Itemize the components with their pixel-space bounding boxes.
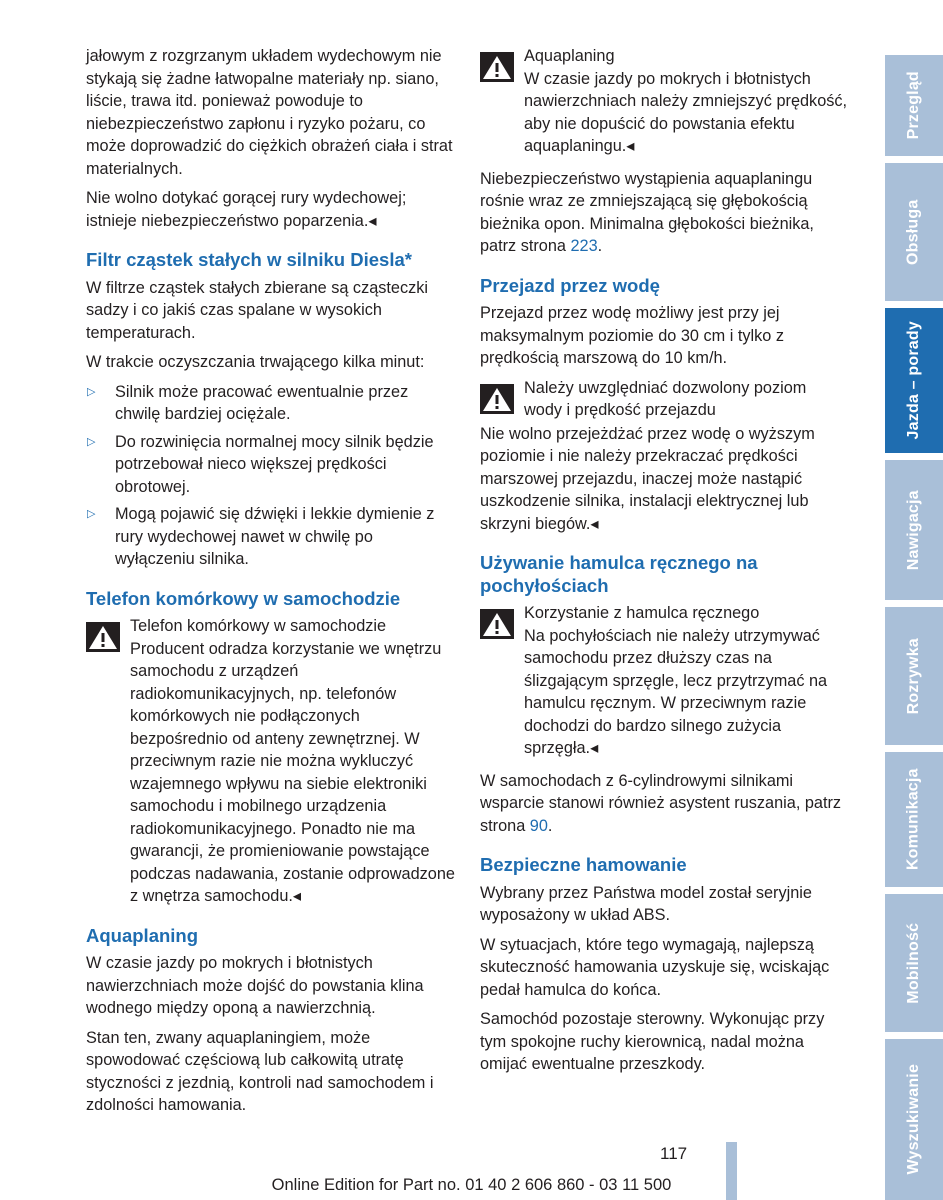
heading-safe-braking: Bezpieczne hamowanie [480, 854, 687, 875]
bullet-arrow-icon: ▷ [87, 385, 96, 398]
tab-nawigacja[interactable] [885, 460, 943, 600]
aquaplaning-tread-paragraph [480, 168, 848, 258]
list-item [86, 381, 456, 426]
tab-label: Mobilność [904, 922, 922, 1004]
heading-mobile-phone: Telefon komórkowy w samochodzie [86, 587, 401, 609]
warning-triangle-icon [86, 622, 120, 652]
warning-block-water [480, 377, 848, 423]
tab-label: Jazda – porady [904, 321, 922, 440]
heading-water-crossing: Przejazd przez wodę [480, 274, 660, 296]
warning-block-aquaplaning [480, 45, 848, 158]
footer-edition: Online Edition for Part no. 01 40 2 606 860 - 03 11 500 [271, 1176, 672, 1194]
paragraph-text: Niebezpieczeństwo wystąpienia aquaplaningu rośnie wraz ze zmniejszającą się głębokością bieżnika opon. Minimalna głębokości bieżnika, patrz strona [480, 169, 814, 255]
warning-title: Telefon komórkowy w samochodzie [130, 617, 387, 635]
start-assist-paragraph [480, 770, 848, 838]
warning-triangle-icon [480, 52, 514, 82]
warning-body: Na pochyłościach nie należy utrzymywać samochodu przez dłuższy czas na ślizgającym sprzęgle, lecz przytrzymać na hamulcu ręcznym. W przeciwnym razie dochodzi do bardzo silnego zużycia sprzęgła.◂ [524, 626, 828, 757]
tab-label: Wyszukiwanie [904, 1064, 922, 1175]
list-item-text: Silnik może pracować ewentualnie przez chwilę bardziej ociężale. [115, 382, 409, 423]
warning-triangle-icon [480, 609, 514, 639]
tab-label: Obsługa [904, 199, 922, 265]
intro-paragraph-1: jałowym z rozgrzanym układem wydechowym nie stykają się żadne łatwopalne materiały np. siano, liście, trawa itd. ponieważ powoduje to niebezpieczeństwo zapłonu i ryzyko pożaru, co może doprowadzić do ciężkich obrażeń ciała i strat materialnych. [86, 47, 453, 178]
water-warning-body: Nie wolno przejeżdżać przez wodę o wyższym poziomie i nie należy przekraczać prędkości marszowej przejazdu, inaczej może nastąpić uszkodzenie silnika, instalacji elektrycznej lub skrzyni biegów.◂ [480, 424, 815, 533]
warning-title: Należy uwzględniać dozwolony poziom wody i prędkość przejazdu [524, 378, 807, 419]
warning-block-handbrake [480, 602, 848, 760]
list-item-text: Do rozwinięcia normalnej mocy silnik będzie potrzebował nieco większej prędkości obrotowej. [115, 432, 434, 496]
tab-label: Rozrywka [904, 637, 922, 715]
filter-paragraph-1: W filtrze cząstek stałych zbierane są cząsteczki sadzy i co jakiś czas spalane w wysokich temperaturach. [86, 278, 429, 342]
tab-mobilnosc[interactable] [885, 894, 943, 1032]
bullet-arrow-icon: ▷ [87, 435, 96, 448]
tab-label: Komunikacja [904, 768, 922, 871]
chapter-tabs [885, 55, 943, 1200]
intro-paragraph-2: Nie wolno dotykać gorącej rury wydechowej; istnieje niebezpieczeństwo poparzenia.◂ [86, 189, 407, 230]
paragraph-text: W samochodach z 6-cylindrowymi silnikami wsparcie stanowi również asystent ruszania, patrz strona [480, 771, 842, 835]
list-item [86, 431, 456, 499]
heading-handbrake-slopes: Używanie hamulca ręcznego na pochyłościach [480, 552, 758, 596]
aquaplaning-paragraph-2: Stan ten, zwany aquaplaningiem, może spowodować częściową lub całkowitą utratę styczności z jezdnią, kontroli nad samochodem i zdolności hamowania. [86, 1028, 434, 1114]
page-link-223[interactable]: 223 [570, 237, 598, 255]
safe-braking-paragraph-1: Wybrany przez Państwa model został seryjnie wyposażony w układ ABS. [480, 883, 812, 924]
page-number: 117 [660, 1144, 688, 1163]
tab-komunikacja[interactable] [885, 752, 943, 887]
warning-triangle-icon [480, 384, 514, 414]
water-paragraph-1: Przejazd przez wodę możliwy jest przy jej maksymalnym poziomie do 30 cm i tylko z prędkością marszową do 10 km/h. [480, 304, 785, 367]
warning-body: Producent odradza korzystanie we wnętrzu samochodu z urządzeń radiokomunikacyjnych, np. telefonów komórkowych nie podłączonych bezpośrednio od anteny zewnętrznej. W przeciwnym razie nie można wykluczyć wzajemnego wpływu na siebie elektroniki samochodu i mobilnego urządzenia radiokomunikacyjnego. Ponadto nie ma gwarancji, że promieniowanie powstające podczas nadawania, zostanie odprowadzone z wnętrza samochodu.◂ [130, 639, 455, 905]
tab-przeglad[interactable] [885, 55, 943, 156]
bullet-arrow-icon: ▷ [87, 508, 96, 520]
warning-title: Aquaplaning [524, 47, 615, 65]
aquaplaning-paragraph-1: W czasie jazdy po mokrych i błotnistych nawierzchniach może dojść do powstania klina wodnego między oponą a nawierzchnią. [86, 954, 424, 1017]
tab-obsluga[interactable] [885, 163, 943, 301]
page-link-90[interactable]: 90 [529, 816, 548, 835]
tab-label: Nawigacja [904, 489, 922, 571]
paragraph-text-end: . [597, 237, 603, 255]
warning-title: Korzystanie z hamulca ręcznego [524, 604, 760, 622]
heading-aquaplaning: Aquaplaning [86, 924, 199, 946]
tab-rozrywka[interactable] [885, 607, 943, 745]
warning-body: W czasie jazdy po mokrych i błotnistych nawierzchniach należy zmniejszyć prędkość, aby nie dopuścić do powstania efektu aquaplaningu.◂ [524, 69, 848, 155]
tab-jazda-porady[interactable] [885, 308, 943, 453]
warning-block-phone [86, 615, 456, 908]
safe-braking-paragraph-2: W sytuacjach, które tego wymagają, najlepszą skuteczność hamowania uzyskuje się, wciskając pedał hamulca do końca. [480, 935, 830, 999]
filter-paragraph-2: W trakcie oczyszczania trwającego kilka minut: [86, 353, 425, 371]
right-column [480, 45, 848, 1083]
left-column [86, 45, 456, 1124]
safe-braking-paragraph-3: Samochód pozostaje sterowny. Wykonując przy tym spokojne ruchy kierownicą, nadal można omijać ewentualne przeszkody. [480, 1010, 825, 1073]
list-item-text: Mogą pojawić się dźwięki i lekkie dymienie z rury wydechowej nawet w chwilę po wyłączeniu silnika. [115, 505, 435, 568]
paragraph-text-end: . [547, 816, 553, 835]
heading-diesel-filter: Filtr cząstek stałych w silniku Diesla* [86, 249, 412, 270]
list-item [86, 503, 456, 571]
tab-label: Przegląd [904, 71, 922, 140]
filter-bullet-list [86, 381, 456, 571]
